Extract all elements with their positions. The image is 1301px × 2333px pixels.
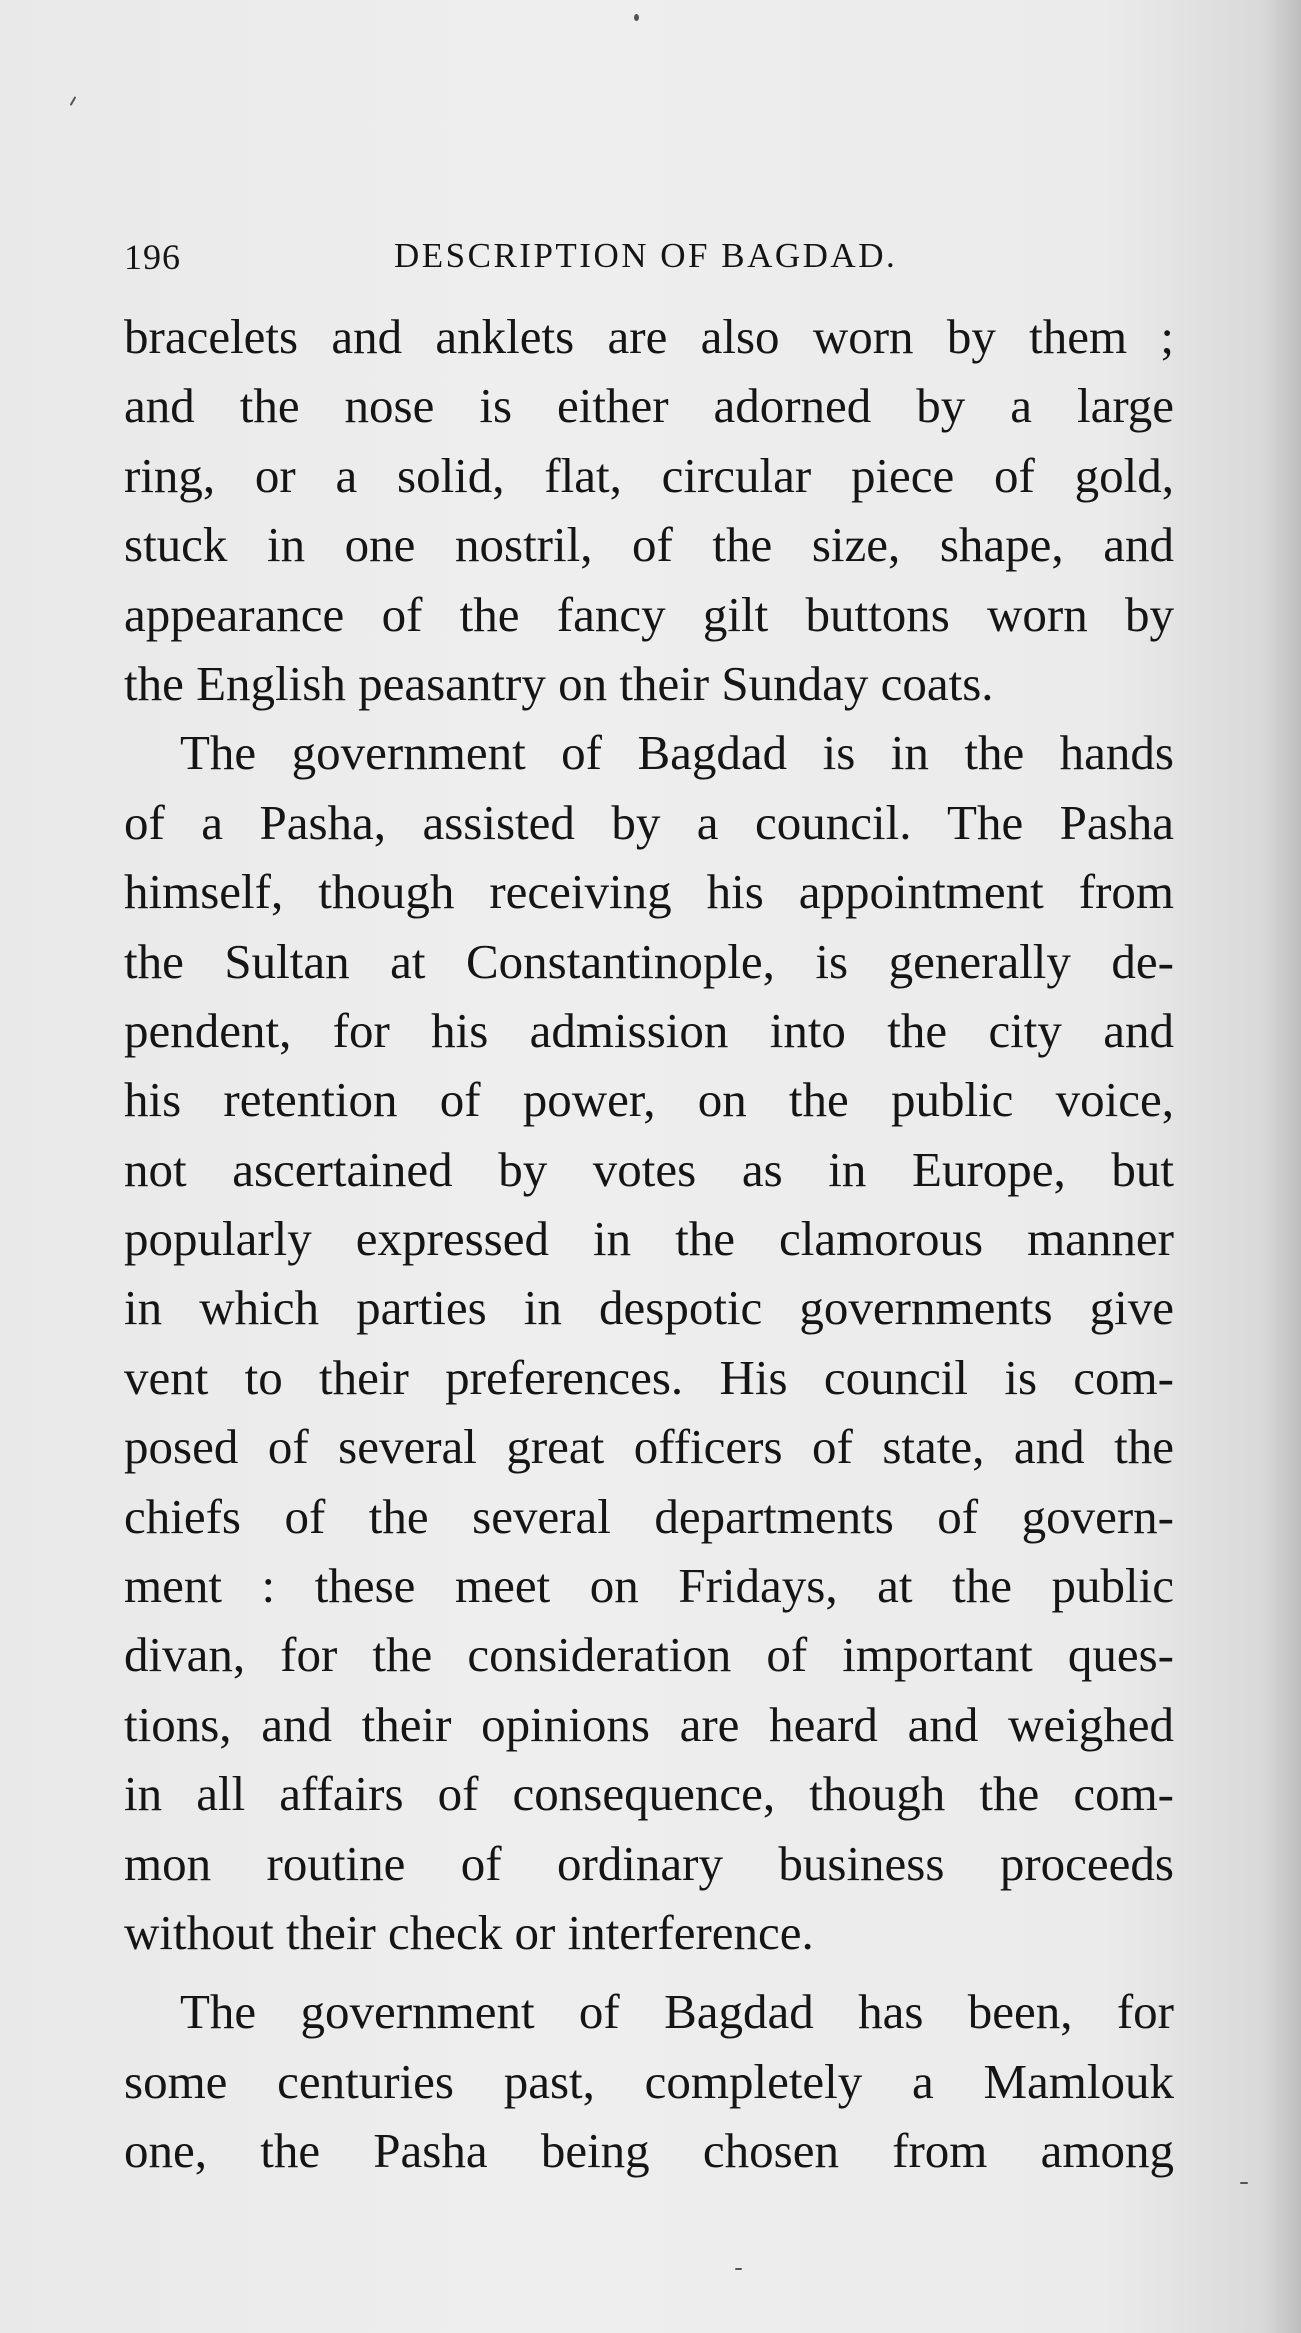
print-speck <box>1240 2182 1248 2184</box>
text-line: mon routine of ordinary business proceeds <box>124 1835 1174 1891</box>
text-line: posed of several great officers of state, and the <box>124 1419 1174 1475</box>
page-number: 196 <box>124 237 181 277</box>
print-speck <box>735 2268 742 2270</box>
paragraph-gap <box>124 1967 1174 1977</box>
body-text <box>124 302 1174 2186</box>
text-line: of a Pasha, assisted by a council. The Pasha <box>124 794 1174 850</box>
text-line: bracelets and anklets are also worn by them ; <box>124 309 1174 364</box>
text-line: the English peasantry on their Sunday coats. <box>124 655 994 711</box>
text-line: popularly expressed in the clamorous manner <box>124 1211 1174 1267</box>
print-speck <box>70 96 77 106</box>
text-line: some centuries past, completely a Mamlouk <box>124 2053 1174 2109</box>
text-line: in all affairs of consequence, though the com- <box>124 1766 1174 1822</box>
text-line: without their check or interference. <box>124 1904 814 1960</box>
text-line: one, the Pasha being chosen from among <box>124 2123 1174 2179</box>
text-line: chiefs of the several departments of govern- <box>124 1488 1174 1544</box>
text-line: The government of Bagdad is in the hands <box>180 725 1174 781</box>
text-line: divan, for the consideration of important ques- <box>124 1627 1174 1683</box>
text-line: the Sultan at Constantinople, is generally de- <box>124 933 1174 989</box>
text-line: his retention of power, on the public voice, <box>124 1072 1174 1128</box>
text-line: vent to their preferences. His council is com- <box>124 1349 1174 1405</box>
running-head: DESCRIPTION OF BAGDAD. <box>394 236 898 275</box>
text-line: himself, though receiving his appointment from <box>124 864 1174 920</box>
text-line: ment : these meet on Fridays, at the public <box>124 1558 1174 1614</box>
text-line: stuck in one nostril, of the size, shape, and <box>124 517 1174 573</box>
text-line: The government of Bagdad has been, for <box>180 1984 1174 2040</box>
paragraph-1 <box>124 302 1174 718</box>
text-line: tions, and their opinions are heard and weighed <box>124 1696 1174 1752</box>
text-line: pendent, for his admission into the city and <box>124 1002 1174 1058</box>
paragraph-3 <box>124 1977 1174 2185</box>
text-line: in which parties in despotic governments give <box>124 1280 1174 1336</box>
text-line: ring, or a solid, flat, circular piece of gold, <box>124 447 1174 503</box>
page-header <box>124 236 1174 286</box>
paragraph-2 <box>124 718 1174 1967</box>
text-line: and the nose is either adorned by a large <box>124 378 1174 434</box>
text-line: not ascertained by votes as in Europe, but <box>124 1141 1174 1197</box>
print-speck <box>634 14 639 21</box>
text-line: appearance of the fancy gilt buttons worn by <box>124 586 1174 642</box>
